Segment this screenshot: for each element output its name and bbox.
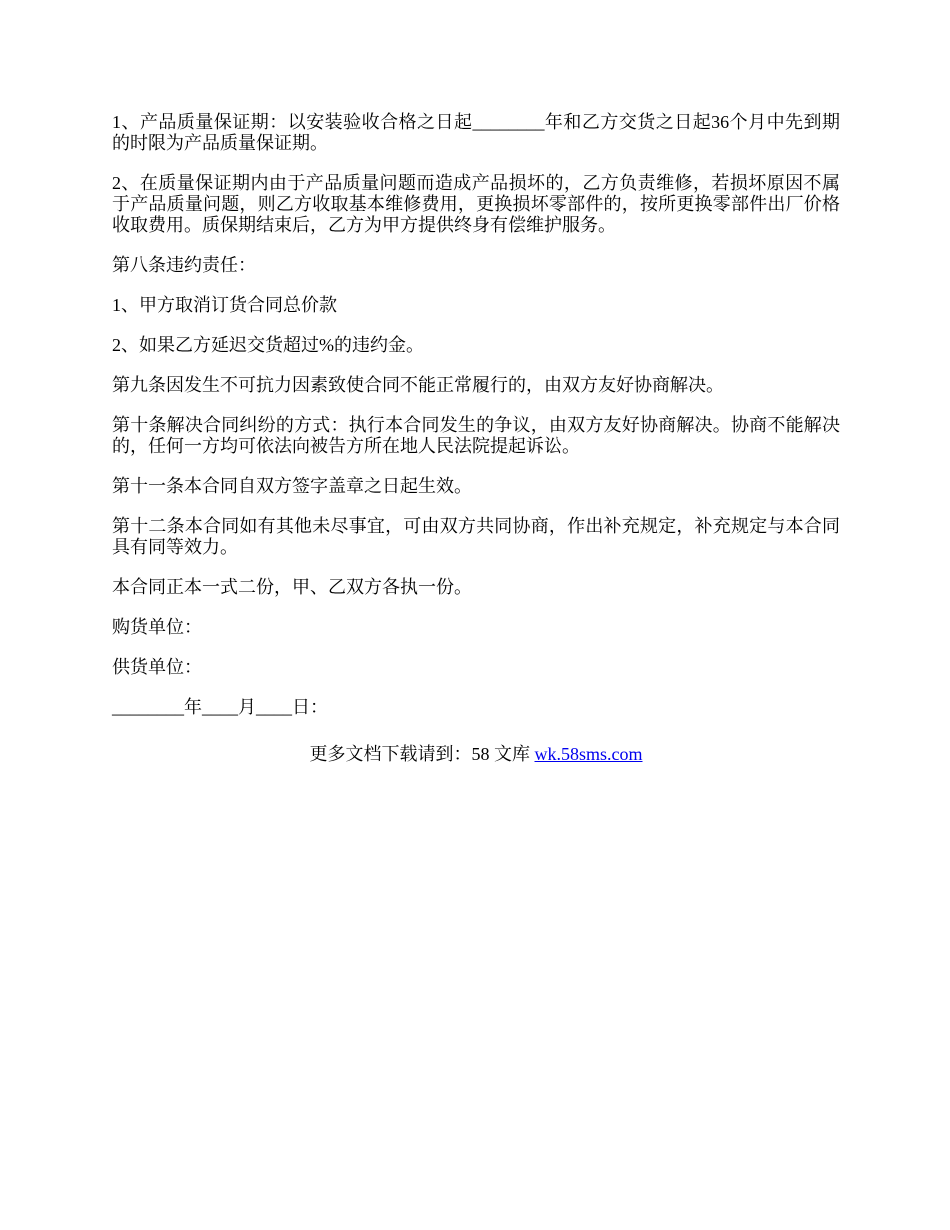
date-line: ________年____月____日： [112, 697, 328, 717]
article-11: 第十一条本合同自双方签字盖章之日起生效。 [112, 476, 472, 496]
footer-text: 更多文档下载请到：58 文库 [309, 744, 535, 764]
article-10: 第十条解决合同纠纷的方式：执行本合同发生的争议，由双方友好协商解决。协商不能解决的，任何一方均可依法向被告方所在地人民法院提起诉讼。 [112, 415, 840, 456]
article-8-heading: 第八条违约责任： [112, 255, 256, 275]
copies-statement: 本合同正本一式二份，甲、乙双方各执一份。 [112, 577, 472, 597]
buyer-signature-line: 购货单位： [112, 617, 202, 637]
clause-warranty-repair: 2、在质量保证期内由于产品质量问题而造成产品损坏的，乙方负责维修，若损坏原因不属于产品质量问题，则乙方收取基本维修费用，更换损坏零部件的，按所更换零部件出厂价格收取费用。质保期结束后，乙方为甲方提供终身有偿维护服务。 [112, 173, 840, 235]
clause-warranty-period: 1、产品质量保证期：以安装验收合格之日起________年和乙方交货之日起36个月中先到期的时限为产品质量保证期。 [112, 112, 840, 153]
article-9: 第九条因发生不可抗力因素致使合同不能正常履行的，由双方友好协商解决。 [112, 375, 724, 395]
clause-cancel-order: 1、甲方取消订货合同总价款 [112, 295, 337, 315]
supplier-signature-line: 供货单位： [112, 657, 202, 677]
footer-link[interactable]: wk.58sms.com [534, 744, 643, 764]
clause-late-delivery: 2、如果乙方延迟交货超过%的违约金。 [112, 335, 424, 355]
document-body [112, 112, 840, 737]
download-footer [112, 744, 840, 765]
article-12: 第十二条本合同如有其他未尽事宜，可由双方共同协商，作出补充规定，补充规定与本合同具有同等效力。 [112, 516, 840, 557]
